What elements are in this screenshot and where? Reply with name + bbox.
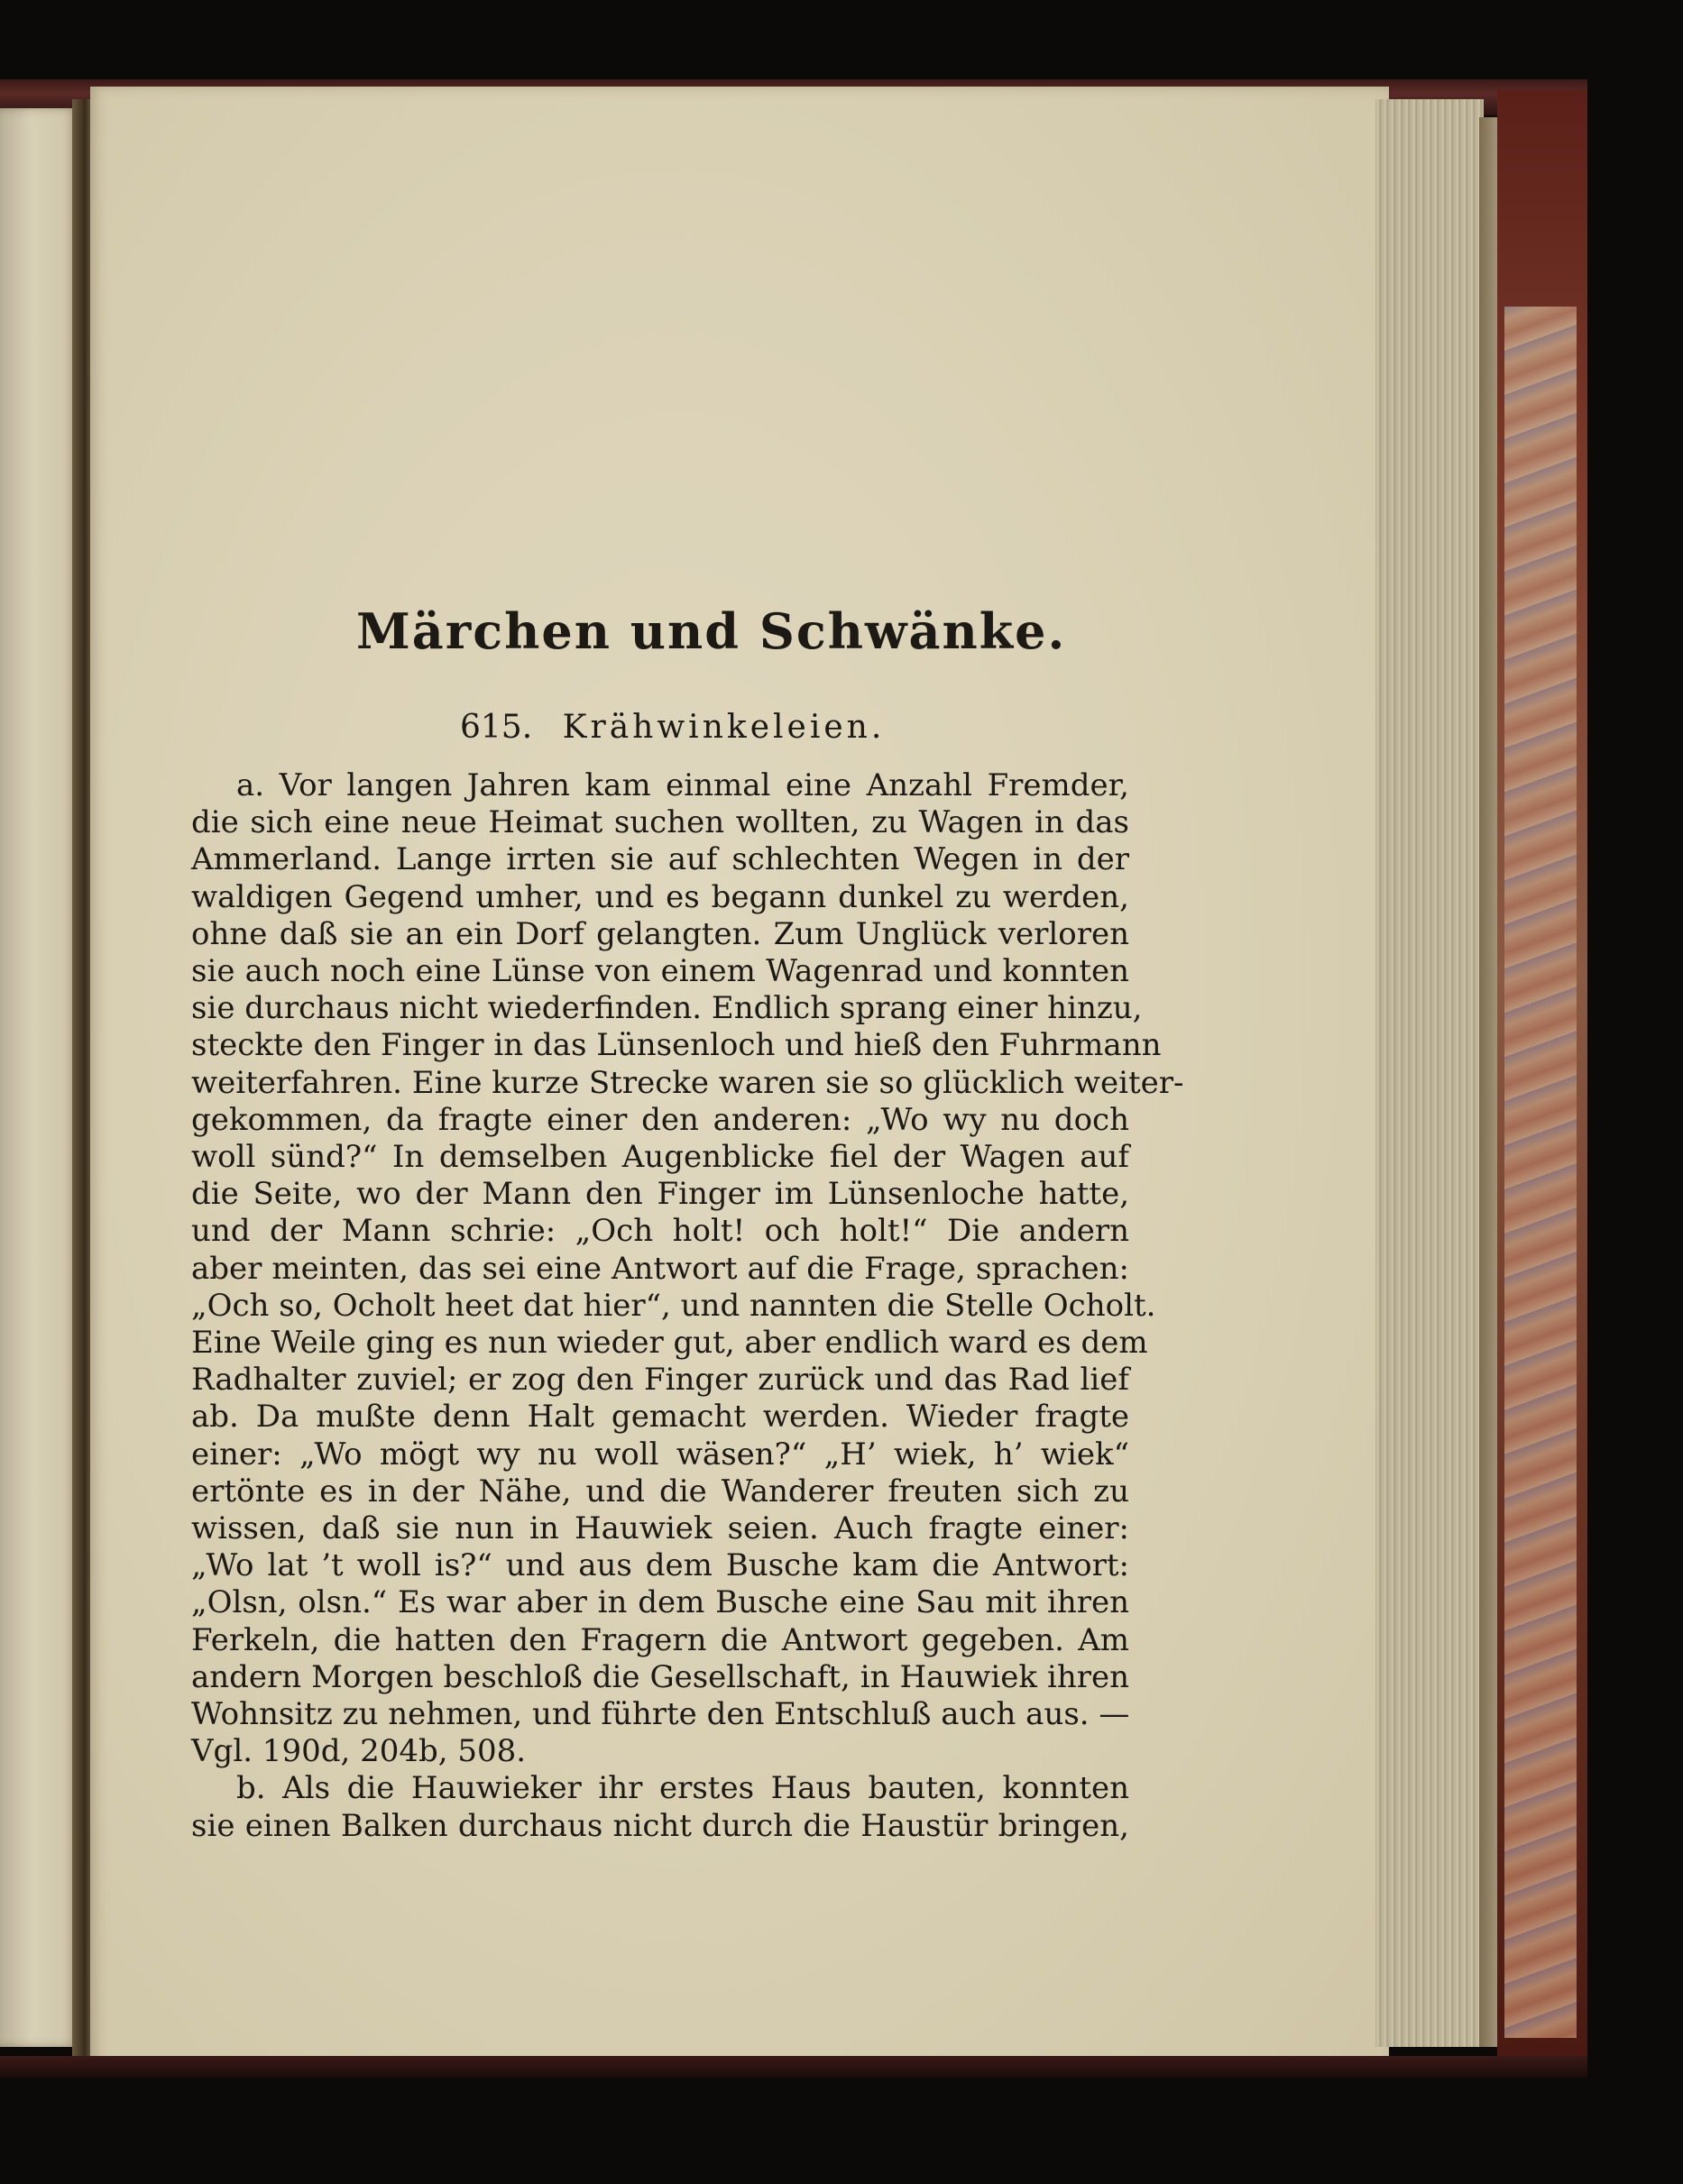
text-line: einer: „Wo mögt wy nu woll wäsen?“ „H’ wiek, h’ wiek“ — [191, 1436, 1129, 1473]
section-title: Krähwinkeleien. — [562, 709, 886, 746]
text-line: aber meinten, das sei eine Antwort auf die Frage, sprachen: — [191, 1251, 1129, 1287]
text-line: „Olsn, olsn.“ Es war aber in dem Busche eine Sau mit ihren — [191, 1584, 1129, 1620]
text-line: ab. Da mußte denn Halt gemacht werden. Wieder fragte — [191, 1399, 1129, 1435]
text-line: woll sünd?“ In demselben Augenblicke fiel der Wagen auf — [191, 1139, 1129, 1175]
text-line: und der Mann schrie: „Och holt! och holt!“ Die andern — [191, 1213, 1129, 1249]
text-line: weiterfahren. Eine kurze Strecke waren sie so glücklich weiter- — [191, 1065, 1184, 1101]
text-line: wissen, daß sie nun in Hauwiek seien. Auch fragte einer: — [191, 1510, 1129, 1546]
section-number: 615. — [460, 709, 533, 746]
text-line: die sich eine neue Heimat suchen wollten, zu Wagen in das — [191, 804, 1129, 840]
text-line: Vgl. 190d, 204b, 508. — [191, 1733, 527, 1769]
chapter-title: Märchen und Schwänke. — [356, 602, 1067, 660]
text-line: Eine Weile ging es nun wieder gut, aber endlich ward es dem — [191, 1325, 1148, 1361]
text-line: andern Morgen beschloß die Gesellschaft, in Hauwiek ihren — [191, 1659, 1129, 1695]
text-line: b. Als die Hauwieker ihr erstes Haus bauten, konnten — [236, 1770, 1129, 1806]
text-line: die Seite, wo der Mann den Finger im Lünsenloche hatte, — [191, 1176, 1129, 1212]
text-line: ertönte es in der Nähe, und die Wanderer freuten sich zu — [191, 1473, 1129, 1510]
text-line: gekommen, da fragte einer den anderen: „Wo wy nu doch — [191, 1102, 1129, 1138]
text-line: „Och so, Ocholt heet dat hier“, und nannten die Stelle Ocholt. — [191, 1288, 1156, 1324]
text-line: Ammerland. Lange irrten sie auf schlechten Wegen in der — [191, 841, 1129, 877]
section-heading — [460, 709, 929, 746]
text-line: sie durchaus nicht wiederfinden. Endlich sprang einer hinzu, — [191, 990, 1143, 1026]
text-line: sie einen Balken durchaus nicht durch die Haustür bringen, — [191, 1808, 1129, 1844]
text-line: steckte den Finger in das Lünsenloch und hieß den Fuhrmann — [191, 1027, 1162, 1063]
text-line: „Wo lat ’t woll is?“ und aus dem Busche kam die Antwort: — [191, 1547, 1129, 1583]
text-line: Wohnsitz zu nehmen, und führte den Entschluß auch aus. — — [191, 1696, 1130, 1732]
text-line: sie auch noch eine Lünse von einem Wagenrad und konnten — [191, 953, 1129, 989]
text-line: a. Vor langen Jahren kam einmal eine Anzahl Fremder, — [236, 767, 1129, 803]
text-line: waldigen Gegend umher, und es begann dunkel zu werden, — [191, 879, 1129, 915]
text-line: Radhalter zuviel; er zog den Finger zurück und das Rad lief — [191, 1362, 1129, 1398]
text-line: Ferkeln, die hatten den Fragern die Antwort gegeben. Am — [191, 1622, 1129, 1658]
text-line: ohne daß sie an ein Dorf gelangten. Zum Unglück verloren — [191, 916, 1129, 952]
